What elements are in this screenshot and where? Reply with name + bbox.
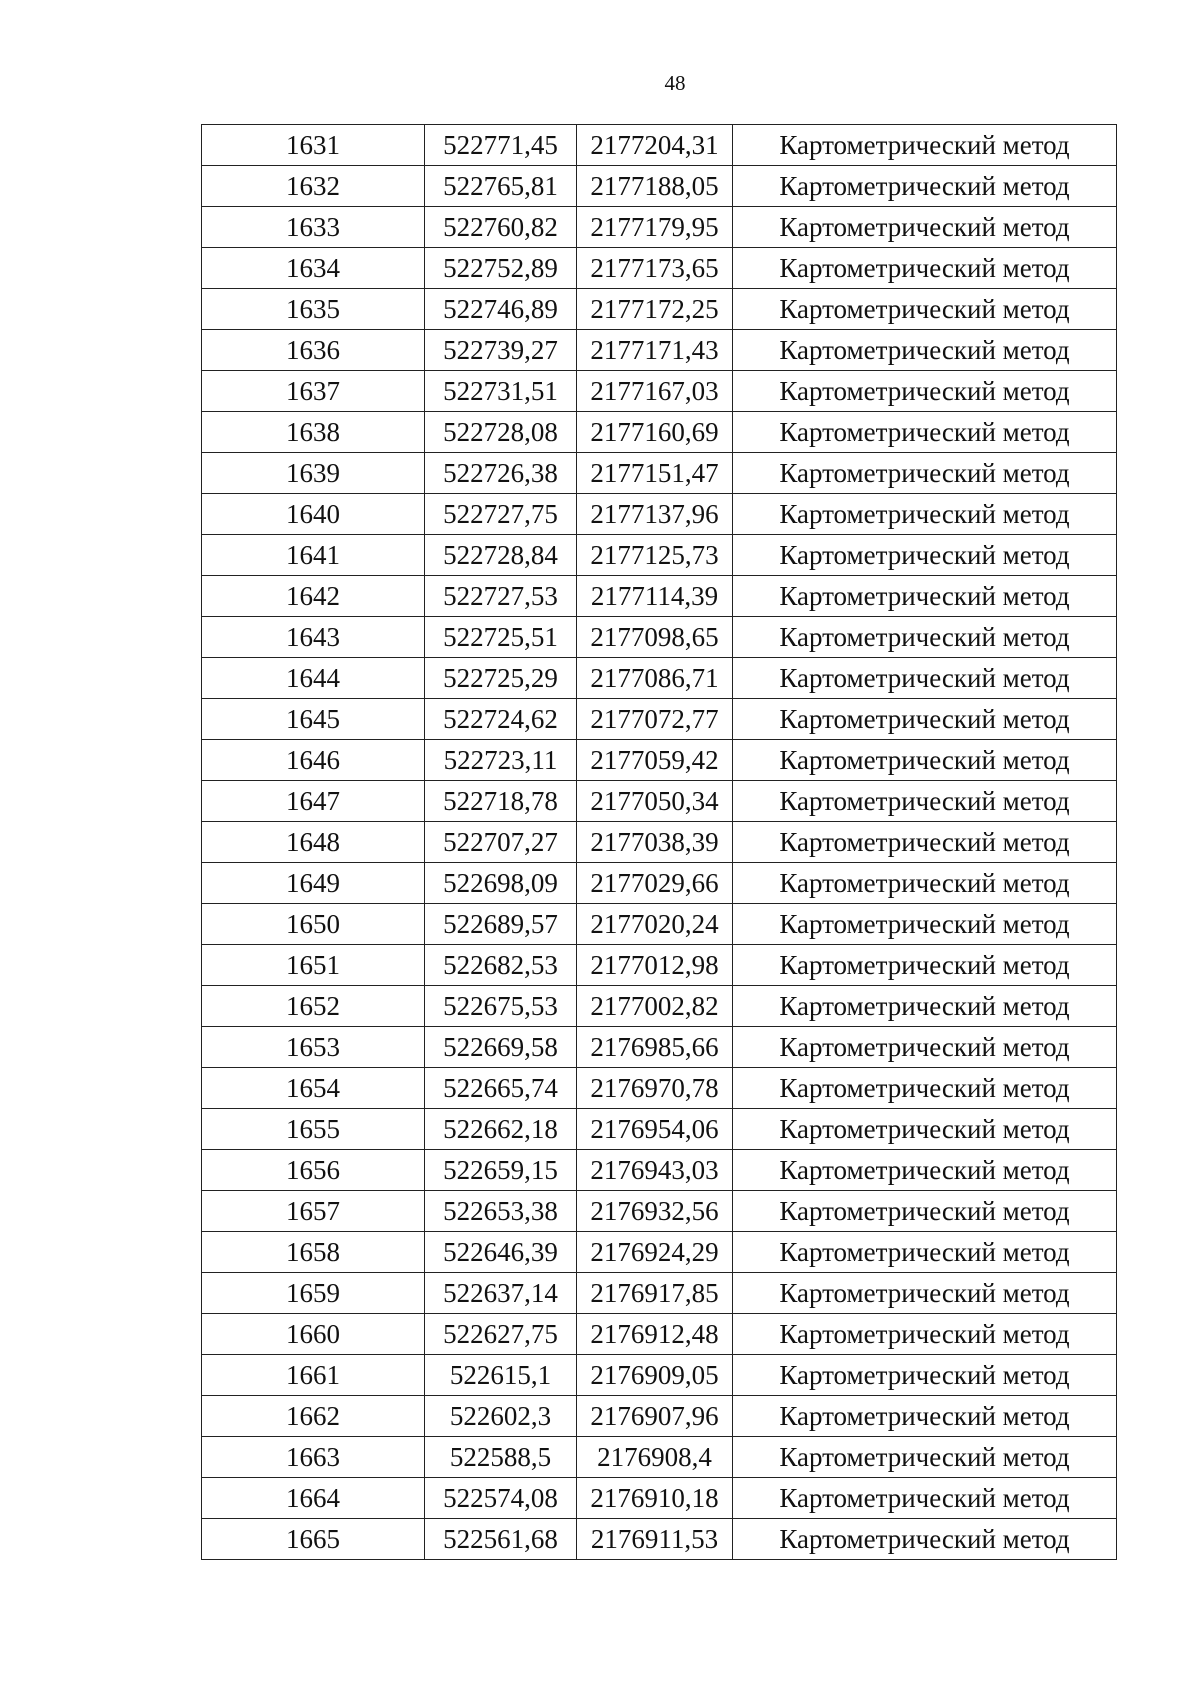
y-coordinate-cell: 2177012,98: [577, 945, 733, 986]
method-cell: Картометрический метод: [733, 248, 1117, 289]
table-row: [202, 207, 1117, 248]
x-coordinate-cell: 522718,78: [425, 781, 577, 822]
y-coordinate-cell: 2177188,05: [577, 166, 733, 207]
method-cell: Картометрический метод: [733, 1109, 1117, 1150]
table-row: [202, 330, 1117, 371]
table-row: [202, 1437, 1117, 1478]
y-coordinate-cell: 2177114,39: [577, 576, 733, 617]
method-cell: Картометрический метод: [733, 1273, 1117, 1314]
table-row: [202, 822, 1117, 863]
method-cell: Картометрический метод: [733, 1396, 1117, 1437]
y-coordinate-cell: 2177086,71: [577, 658, 733, 699]
point-number-cell: 1644: [202, 658, 425, 699]
x-coordinate-cell: 522726,38: [425, 453, 577, 494]
y-coordinate-cell: 2176917,85: [577, 1273, 733, 1314]
y-coordinate-cell: 2177098,65: [577, 617, 733, 658]
y-coordinate-cell: 2177172,25: [577, 289, 733, 330]
x-coordinate-cell: 522724,62: [425, 699, 577, 740]
point-number-cell: 1659: [202, 1273, 425, 1314]
table-row: [202, 1150, 1117, 1191]
y-coordinate-cell: 2177151,47: [577, 453, 733, 494]
x-coordinate-cell: 522669,58: [425, 1027, 577, 1068]
x-coordinate-cell: 522727,53: [425, 576, 577, 617]
method-cell: Картометрический метод: [733, 1150, 1117, 1191]
x-coordinate-cell: 522725,29: [425, 658, 577, 699]
method-cell: Картометрический метод: [733, 1191, 1117, 1232]
y-coordinate-cell: 2177204,31: [577, 125, 733, 166]
point-number-cell: 1653: [202, 1027, 425, 1068]
table-row: [202, 945, 1117, 986]
point-number-cell: 1655: [202, 1109, 425, 1150]
y-coordinate-cell: 2177020,24: [577, 904, 733, 945]
point-number-cell: 1646: [202, 740, 425, 781]
x-coordinate-cell: 522561,68: [425, 1519, 577, 1560]
x-coordinate-cell: 522637,14: [425, 1273, 577, 1314]
method-cell: Картометрический метод: [733, 1355, 1117, 1396]
method-cell: Картометрический метод: [733, 289, 1117, 330]
x-coordinate-cell: 522723,11: [425, 740, 577, 781]
table-row: [202, 1355, 1117, 1396]
point-number-cell: 1657: [202, 1191, 425, 1232]
point-number-cell: 1633: [202, 207, 425, 248]
y-coordinate-cell: 2177179,95: [577, 207, 733, 248]
y-coordinate-cell: 2177072,77: [577, 699, 733, 740]
table-row: [202, 289, 1117, 330]
point-number-cell: 1665: [202, 1519, 425, 1560]
point-number-cell: 1658: [202, 1232, 425, 1273]
method-cell: Картометрический метод: [733, 453, 1117, 494]
x-coordinate-cell: 522707,27: [425, 822, 577, 863]
x-coordinate-cell: 522689,57: [425, 904, 577, 945]
table-row: [202, 1068, 1117, 1109]
x-coordinate-cell: 522725,51: [425, 617, 577, 658]
table-row: [202, 740, 1117, 781]
table-row: [202, 781, 1117, 822]
point-number-cell: 1661: [202, 1355, 425, 1396]
method-cell: Картометрический метод: [733, 535, 1117, 576]
x-coordinate-cell: 522739,27: [425, 330, 577, 371]
point-number-cell: 1662: [202, 1396, 425, 1437]
y-coordinate-cell: 2176907,96: [577, 1396, 733, 1437]
y-coordinate-cell: 2176954,06: [577, 1109, 733, 1150]
y-coordinate-cell: 2177059,42: [577, 740, 733, 781]
y-coordinate-cell: 2176932,56: [577, 1191, 733, 1232]
point-number-cell: 1647: [202, 781, 425, 822]
method-cell: Картометрический метод: [733, 207, 1117, 248]
table-row: [202, 1519, 1117, 1560]
method-cell: Картометрический метод: [733, 576, 1117, 617]
table-row: [202, 1314, 1117, 1355]
x-coordinate-cell: 522771,45: [425, 125, 577, 166]
table-row: [202, 658, 1117, 699]
y-coordinate-cell: 2176911,53: [577, 1519, 733, 1560]
table-row: [202, 1191, 1117, 1232]
table-row: [202, 1109, 1117, 1150]
point-number-cell: 1649: [202, 863, 425, 904]
point-number-cell: 1660: [202, 1314, 425, 1355]
point-number-cell: 1635: [202, 289, 425, 330]
point-number-cell: 1654: [202, 1068, 425, 1109]
x-coordinate-cell: 522727,75: [425, 494, 577, 535]
table-row: [202, 494, 1117, 535]
y-coordinate-cell: 2176943,03: [577, 1150, 733, 1191]
table-row: [202, 535, 1117, 576]
method-cell: Картометрический метод: [733, 658, 1117, 699]
table-row: [202, 617, 1117, 658]
table-row: [202, 1232, 1117, 1273]
point-number-cell: 1645: [202, 699, 425, 740]
x-coordinate-cell: 522602,3: [425, 1396, 577, 1437]
y-coordinate-cell: 2177002,82: [577, 986, 733, 1027]
x-coordinate-cell: 522746,89: [425, 289, 577, 330]
y-coordinate-cell: 2176970,78: [577, 1068, 733, 1109]
x-coordinate-cell: 522698,09: [425, 863, 577, 904]
x-coordinate-cell: 522665,74: [425, 1068, 577, 1109]
x-coordinate-cell: 522760,82: [425, 207, 577, 248]
table-row: [202, 699, 1117, 740]
point-number-cell: 1663: [202, 1437, 425, 1478]
table-row: [202, 576, 1117, 617]
method-cell: Картометрический метод: [733, 1519, 1117, 1560]
page-number: 48: [664, 71, 686, 95]
table-row: [202, 986, 1117, 1027]
point-number-cell: 1650: [202, 904, 425, 945]
x-coordinate-cell: 522646,39: [425, 1232, 577, 1273]
method-cell: Картометрический метод: [733, 412, 1117, 453]
point-number-cell: 1639: [202, 453, 425, 494]
method-cell: Картометрический метод: [733, 822, 1117, 863]
table-row: [202, 248, 1117, 289]
x-coordinate-cell: 522627,75: [425, 1314, 577, 1355]
point-number-cell: 1656: [202, 1150, 425, 1191]
method-cell: Картометрический метод: [733, 1478, 1117, 1519]
y-coordinate-cell: 2177137,96: [577, 494, 733, 535]
point-number-cell: 1664: [202, 1478, 425, 1519]
point-number-cell: 1636: [202, 330, 425, 371]
y-coordinate-cell: 2176909,05: [577, 1355, 733, 1396]
x-coordinate-cell: 522728,08: [425, 412, 577, 453]
method-cell: Картометрический метод: [733, 904, 1117, 945]
point-number-cell: 1637: [202, 371, 425, 412]
method-cell: Картометрический метод: [733, 863, 1117, 904]
y-coordinate-cell: 2176908,4: [577, 1437, 733, 1478]
y-coordinate-cell: 2177160,69: [577, 412, 733, 453]
method-cell: Картометрический метод: [733, 945, 1117, 986]
method-cell: Картометрический метод: [733, 1314, 1117, 1355]
point-number-cell: 1641: [202, 535, 425, 576]
point-number-cell: 1651: [202, 945, 425, 986]
method-cell: Картометрический метод: [733, 166, 1117, 207]
method-cell: Картометрический метод: [733, 1068, 1117, 1109]
method-cell: Картометрический метод: [733, 125, 1117, 166]
method-cell: Картометрический метод: [733, 371, 1117, 412]
method-cell: Картометрический метод: [733, 699, 1117, 740]
x-coordinate-cell: 522615,1: [425, 1355, 577, 1396]
table-row: [202, 453, 1117, 494]
point-number-cell: 1642: [202, 576, 425, 617]
method-cell: Картометрический метод: [733, 1232, 1117, 1273]
coordinates-table: [201, 124, 1117, 1560]
y-coordinate-cell: 2176985,66: [577, 1027, 733, 1068]
point-number-cell: 1631: [202, 125, 425, 166]
y-coordinate-cell: 2177038,39: [577, 822, 733, 863]
method-cell: Картометрический метод: [733, 781, 1117, 822]
table-row: [202, 904, 1117, 945]
method-cell: Картометрический метод: [733, 1027, 1117, 1068]
point-number-cell: 1634: [202, 248, 425, 289]
table-row: [202, 166, 1117, 207]
table-row: [202, 412, 1117, 453]
point-number-cell: 1632: [202, 166, 425, 207]
y-coordinate-cell: 2177125,73: [577, 535, 733, 576]
table-row: [202, 1027, 1117, 1068]
x-coordinate-cell: 522682,53: [425, 945, 577, 986]
x-coordinate-cell: 522752,89: [425, 248, 577, 289]
point-number-cell: 1643: [202, 617, 425, 658]
x-coordinate-cell: 522728,84: [425, 535, 577, 576]
x-coordinate-cell: 522574,08: [425, 1478, 577, 1519]
y-coordinate-cell: 2176924,29: [577, 1232, 733, 1273]
y-coordinate-cell: 2177171,43: [577, 330, 733, 371]
point-number-cell: 1640: [202, 494, 425, 535]
method-cell: Картометрический метод: [733, 494, 1117, 535]
method-cell: Картометрический метод: [733, 330, 1117, 371]
method-cell: Картометрический метод: [733, 740, 1117, 781]
table-row: [202, 371, 1117, 412]
x-coordinate-cell: 522588,5: [425, 1437, 577, 1478]
y-coordinate-cell: 2176910,18: [577, 1478, 733, 1519]
method-cell: Картометрический метод: [733, 986, 1117, 1027]
x-coordinate-cell: 522731,51: [425, 371, 577, 412]
y-coordinate-cell: 2177029,66: [577, 863, 733, 904]
point-number-cell: 1638: [202, 412, 425, 453]
x-coordinate-cell: 522765,81: [425, 166, 577, 207]
table-row: [202, 1478, 1117, 1519]
x-coordinate-cell: 522675,53: [425, 986, 577, 1027]
table-row: [202, 125, 1117, 166]
y-coordinate-cell: 2177167,03: [577, 371, 733, 412]
x-coordinate-cell: 522653,38: [425, 1191, 577, 1232]
table-row: [202, 1273, 1117, 1314]
y-coordinate-cell: 2176912,48: [577, 1314, 733, 1355]
y-coordinate-cell: 2177173,65: [577, 248, 733, 289]
point-number-cell: 1652: [202, 986, 425, 1027]
method-cell: Картометрический метод: [733, 1437, 1117, 1478]
table-row: [202, 863, 1117, 904]
point-number-cell: 1648: [202, 822, 425, 863]
method-cell: Картометрический метод: [733, 617, 1117, 658]
y-coordinate-cell: 2177050,34: [577, 781, 733, 822]
x-coordinate-cell: 522659,15: [425, 1150, 577, 1191]
coordinates-table-body: [202, 125, 1117, 1560]
x-coordinate-cell: 522662,18: [425, 1109, 577, 1150]
table-row: [202, 1396, 1117, 1437]
